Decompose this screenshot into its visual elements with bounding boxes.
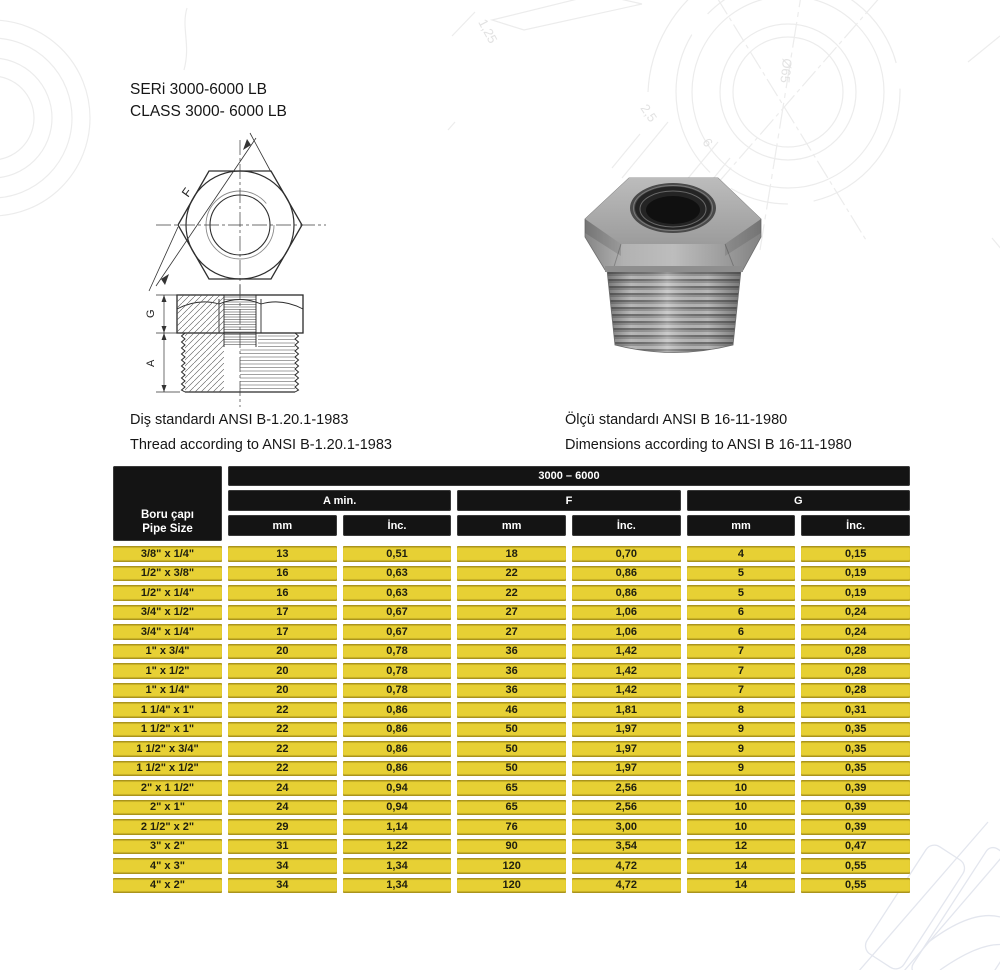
- cell-f-mm: 27: [457, 605, 566, 621]
- cell-a-mm: 29: [228, 819, 337, 835]
- cell-f-mm: 18: [457, 546, 566, 562]
- pipe-size-header-en: Pipe Size: [142, 523, 193, 535]
- cell-pipe-size: 1 1/2" x 1": [113, 722, 222, 738]
- cell-pipe-size: 1/2" x 1/4": [113, 585, 222, 601]
- cell-g-mm: 9: [687, 761, 796, 777]
- cell-g-mm: 9: [687, 722, 796, 738]
- table-row: [113, 702, 910, 718]
- cell-a-inc: 0,51: [343, 546, 452, 562]
- cell-g-inc: 0,15: [801, 546, 910, 562]
- page-title: [130, 79, 287, 123]
- cell-g-mm: 4: [687, 546, 796, 562]
- cell-f-mm: 50: [457, 761, 566, 777]
- cell-pipe-size: 3" x 2": [113, 839, 222, 855]
- pipe-size-header-tr: Boru çapı: [140, 509, 195, 521]
- cell-g-mm: 7: [687, 683, 796, 699]
- side-view-drawing: [128, 285, 358, 410]
- cell-g-mm: 9: [687, 741, 796, 757]
- watermark-dim-d65: Ø65: [777, 57, 795, 84]
- group-header-a-min: A min.: [228, 490, 451, 511]
- cell-f-mm: 65: [457, 780, 566, 796]
- cell-a-inc: 0,86: [343, 722, 452, 738]
- cell-f-mm: 50: [457, 722, 566, 738]
- cell-pipe-size: 3/4" x 1/2": [113, 605, 222, 621]
- cell-a-mm: 24: [228, 780, 337, 796]
- cell-f-inc: 1,81: [572, 702, 681, 718]
- cell-a-mm: 34: [228, 878, 337, 894]
- cell-pipe-size: 3/4" x 1/4": [113, 624, 222, 640]
- cell-pipe-size: 1 1/2" x 1/2": [113, 761, 222, 777]
- table-row: [113, 780, 910, 796]
- cell-pipe-size: 2" x 1 1/2": [113, 780, 222, 796]
- cell-f-inc: 0,70: [572, 546, 681, 562]
- cell-g-inc: 0,24: [801, 605, 910, 621]
- cell-g-inc: 0,35: [801, 761, 910, 777]
- cell-g-mm: 6: [687, 605, 796, 621]
- unit-header-a-mm: mm: [228, 515, 337, 536]
- table-row: [113, 644, 910, 660]
- watermark-dim-6: 6: [699, 135, 716, 150]
- cell-g-inc: 0,35: [801, 722, 910, 738]
- unit-header-g-inc: İnc.: [801, 515, 910, 536]
- cell-a-inc: 1,14: [343, 819, 452, 835]
- series-line-tr: SERi 3000-6000 LB: [130, 81, 268, 98]
- unit-header-f-mm: mm: [457, 515, 566, 536]
- cell-f-inc: 4,72: [572, 858, 681, 874]
- cell-g-mm: 7: [687, 644, 796, 660]
- dim-a-label: A: [145, 359, 157, 367]
- cell-f-inc: 4,72: [572, 878, 681, 894]
- cell-f-mm: 90: [457, 839, 566, 855]
- cell-pipe-size: 1" x 3/4": [113, 644, 222, 660]
- cell-g-inc: 0,28: [801, 683, 910, 699]
- cell-a-mm: 22: [228, 722, 337, 738]
- cell-g-mm: 10: [687, 780, 796, 796]
- cell-f-mm: 27: [457, 624, 566, 640]
- cell-g-inc: 0,24: [801, 624, 910, 640]
- cell-g-inc: 0,35: [801, 741, 910, 757]
- series-line-en: CLASS 3000- 6000 LB: [130, 103, 287, 120]
- cell-a-inc: 0,86: [343, 761, 452, 777]
- table-row: [113, 819, 910, 835]
- cell-f-mm: 120: [457, 858, 566, 874]
- cell-a-inc: 0,63: [343, 585, 452, 601]
- product-photo-hex-bushing: [575, 157, 775, 367]
- pipe-size-header-cell: [113, 466, 222, 541]
- cell-g-mm: 10: [687, 819, 796, 835]
- table-row: [113, 858, 910, 874]
- table-row: [113, 585, 910, 601]
- cell-a-inc: 1,34: [343, 878, 452, 894]
- cell-pipe-size: 1" x 1/2": [113, 663, 222, 679]
- cell-g-inc: 0,39: [801, 800, 910, 816]
- cell-a-mm: 22: [228, 761, 337, 777]
- table-row: [113, 741, 910, 757]
- watermark-dim-25: 2,5: [637, 101, 661, 125]
- cell-a-mm: 34: [228, 858, 337, 874]
- cell-f-inc: 3,00: [572, 819, 681, 835]
- cell-pipe-size: 3/8" x 1/4": [113, 546, 222, 562]
- cell-a-inc: 1,22: [343, 839, 452, 855]
- cell-a-mm: 22: [228, 741, 337, 757]
- spec-table-header: [113, 466, 910, 541]
- cell-pipe-size: 1/2" x 3/8": [113, 566, 222, 582]
- table-row: [113, 624, 910, 640]
- cell-f-mm: 22: [457, 585, 566, 601]
- class-range-header: 3000 – 6000: [228, 466, 910, 486]
- unit-header-g-mm: mm: [687, 515, 796, 536]
- cell-a-inc: 0,78: [343, 644, 452, 660]
- cell-g-mm: 12: [687, 839, 796, 855]
- cell-a-mm: 22: [228, 702, 337, 718]
- cell-f-mm: 36: [457, 683, 566, 699]
- cell-g-mm: 5: [687, 566, 796, 582]
- cell-pipe-size: 1" x 1/4": [113, 683, 222, 699]
- cell-g-inc: 0,19: [801, 585, 910, 601]
- table-row: [113, 566, 910, 582]
- cell-f-mm: 65: [457, 800, 566, 816]
- cell-f-inc: 1,97: [572, 741, 681, 757]
- spec-table-body: [113, 546, 910, 893]
- thread-standard-tr: Diş standardı ANSI B-1.20.1-1983: [130, 412, 349, 428]
- cell-f-mm: 22: [457, 566, 566, 582]
- cell-f-mm: 46: [457, 702, 566, 718]
- table-row: [113, 722, 910, 738]
- group-header-f: F: [457, 490, 680, 511]
- cell-a-mm: 16: [228, 566, 337, 582]
- cell-a-inc: 0,94: [343, 780, 452, 796]
- dim-f-label: F: [179, 185, 195, 200]
- unit-header-a-inc: İnc.: [343, 515, 452, 536]
- spec-table: [113, 466, 910, 897]
- cell-f-inc: 1,42: [572, 683, 681, 699]
- cell-a-inc: 0,67: [343, 605, 452, 621]
- cell-f-mm: 36: [457, 644, 566, 660]
- cell-f-inc: 2,56: [572, 800, 681, 816]
- cell-g-inc: 0,47: [801, 839, 910, 855]
- watermark-dim-125: 1,25: [475, 16, 501, 46]
- cell-f-mm: 50: [457, 741, 566, 757]
- cell-a-inc: 0,78: [343, 663, 452, 679]
- table-row: [113, 605, 910, 621]
- cell-pipe-size: 1 1/4" x 1": [113, 702, 222, 718]
- cell-g-inc: 0,55: [801, 858, 910, 874]
- cell-f-mm: 120: [457, 878, 566, 894]
- table-row: [113, 800, 910, 816]
- dimension-standard-text: [565, 408, 852, 458]
- cell-a-mm: 17: [228, 624, 337, 640]
- cell-f-inc: 1,97: [572, 761, 681, 777]
- table-row: [113, 546, 910, 562]
- cell-a-inc: 0,86: [343, 702, 452, 718]
- cell-a-mm: 20: [228, 683, 337, 699]
- cell-f-mm: 76: [457, 819, 566, 835]
- cell-pipe-size: 2" x 1": [113, 800, 222, 816]
- group-header-g: G: [687, 490, 910, 511]
- cell-g-inc: 0,28: [801, 644, 910, 660]
- cell-a-inc: 0,86: [343, 741, 452, 757]
- table-row: [113, 839, 910, 855]
- cell-g-mm: 10: [687, 800, 796, 816]
- cell-g-inc: 0,28: [801, 663, 910, 679]
- cell-g-mm: 14: [687, 858, 796, 874]
- cell-g-inc: 0,31: [801, 702, 910, 718]
- cell-f-mm: 36: [457, 663, 566, 679]
- cell-a-mm: 16: [228, 585, 337, 601]
- cell-g-mm: 5: [687, 585, 796, 601]
- cell-pipe-size: 2 1/2" x 2": [113, 819, 222, 835]
- cell-g-inc: 0,55: [801, 878, 910, 894]
- cell-a-inc: 0,78: [343, 683, 452, 699]
- cell-a-inc: 0,63: [343, 566, 452, 582]
- cell-g-mm: 6: [687, 624, 796, 640]
- table-row: [113, 683, 910, 699]
- cell-f-inc: 0,86: [572, 585, 681, 601]
- cell-a-mm: 17: [228, 605, 337, 621]
- dim-g-label: G: [145, 309, 157, 318]
- cell-f-inc: 0,86: [572, 566, 681, 582]
- cell-a-mm: 24: [228, 800, 337, 816]
- dimension-standard-tr: Ölçü standardı ANSI B 16-11-1980: [565, 412, 788, 428]
- unit-header-f-inc: İnc.: [572, 515, 681, 536]
- cell-f-inc: 1,42: [572, 663, 681, 679]
- cell-g-mm: 8: [687, 702, 796, 718]
- dimension-standard-en: Dimensions according to ANSI B 16-11-1980: [565, 437, 852, 453]
- cell-g-inc: 0,39: [801, 780, 910, 796]
- cell-pipe-size: 4" x 2": [113, 878, 222, 894]
- table-row: [113, 761, 910, 777]
- cell-f-inc: 1,97: [572, 722, 681, 738]
- cell-pipe-size: 1 1/2" x 3/4": [113, 741, 222, 757]
- cell-a-mm: 20: [228, 663, 337, 679]
- cell-f-inc: 3,54: [572, 839, 681, 855]
- cell-a-inc: 0,67: [343, 624, 452, 640]
- cell-a-inc: 0,94: [343, 800, 452, 816]
- cell-a-mm: 20: [228, 644, 337, 660]
- thread-standard-text: [130, 408, 392, 458]
- cell-f-inc: 2,56: [572, 780, 681, 796]
- cell-pipe-size: 4" x 3": [113, 858, 222, 874]
- cell-g-inc: 0,39: [801, 819, 910, 835]
- cell-g-mm: 14: [687, 878, 796, 894]
- cell-f-inc: 1,42: [572, 644, 681, 660]
- cell-f-inc: 1,06: [572, 605, 681, 621]
- thread-standard-en: Thread according to ANSI B-1.20.1-1983: [130, 437, 392, 453]
- cell-g-mm: 7: [687, 663, 796, 679]
- cell-a-mm: 13: [228, 546, 337, 562]
- cell-g-inc: 0,19: [801, 566, 910, 582]
- top-view-drawing: [128, 128, 358, 298]
- cell-a-mm: 31: [228, 839, 337, 855]
- table-row: [113, 878, 910, 894]
- table-row: [113, 663, 910, 679]
- cell-a-inc: 1,34: [343, 858, 452, 874]
- cell-f-inc: 1,06: [572, 624, 681, 640]
